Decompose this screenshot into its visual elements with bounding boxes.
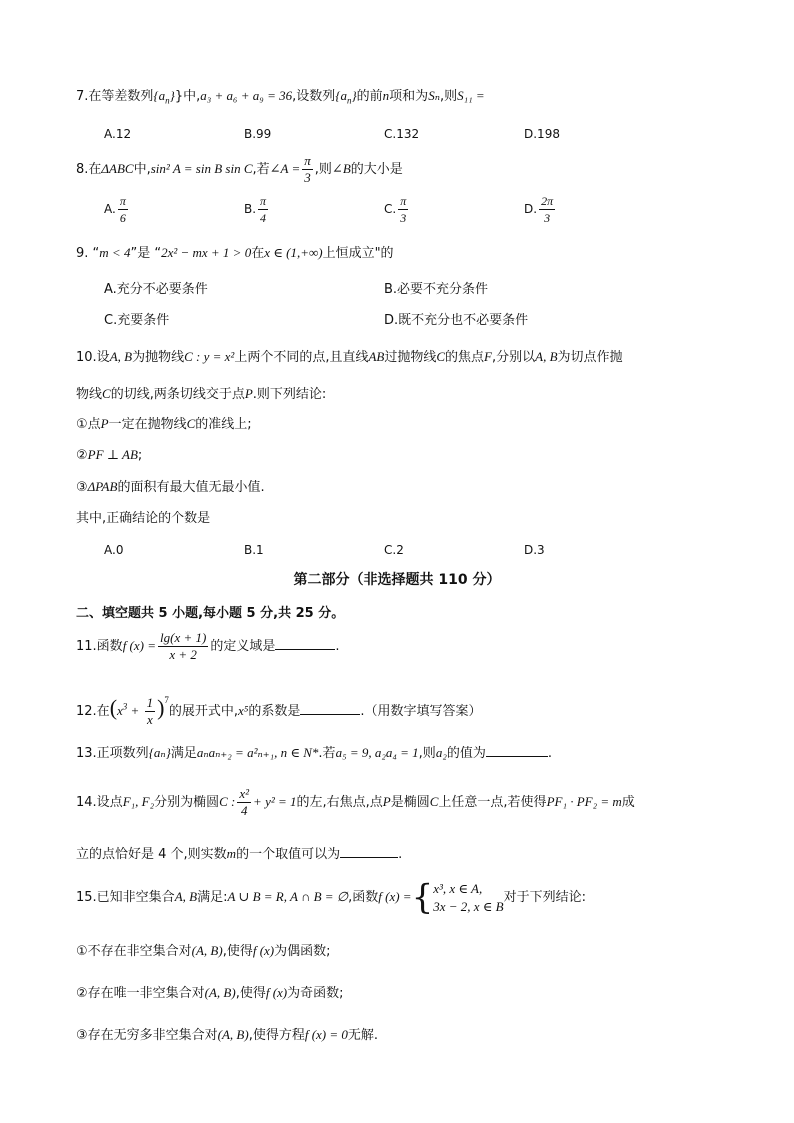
question-10-claim-1: ①点P一定在抛物线C的准线上; xyxy=(76,416,252,432)
question-10-line-2: 物线C的切线,两条切线交于点P.则下列结论: xyxy=(76,386,327,402)
q9-option-a: A.充分不必要条件 xyxy=(104,282,208,297)
question-7: 7.在等差数列$\{a_n\}$}中,a₃ + a₆ + a₉ = 36,设数列$\{a_n\}$的前n项和为Sₙ,则S₁₁ = xyxy=(76,88,485,106)
q8-option-b: B. $\frac{\pi}{4}$ xyxy=(244,194,267,225)
question-10-claim-3: ③ΔPAB的面积有最大值无最小值. xyxy=(76,479,265,495)
q10-option-d: D.3 xyxy=(524,543,545,557)
question-13: 13.正项数列{aₙ}满足aₙaₙ₊₂ = a²ₙ₊₁, n ∈ N*.若a₅ = 9, a₂a₄ = 1,则a₂的值为 . xyxy=(76,742,552,764)
question-10-claim-2: ②PF ⊥ AB; xyxy=(76,447,143,463)
question-15-claim-3: ③存在无穷多非空集合对(A, B),使得方程f (x) = 0无解. xyxy=(76,1027,379,1043)
q10-option-c: C.2 xyxy=(384,543,404,557)
question-8: 8.在ΔABC中,sin² A = sin B sin C,若∠A = $\frac{\pi}{3}$ ,则∠B的大小是 xyxy=(76,153,403,185)
question-15: 15.已知非空集合A, B满足:A ∪ B = R, A ∩ B = ∅,函数f (x) ={ x³, x ∈ A, 3x − 2, x ∈ B 对于下列结论: xyxy=(76,877,586,918)
q7-option-a: A.12 xyxy=(104,127,132,141)
part-2-heading: 第二部分（非选择题共 110 分） xyxy=(293,572,501,588)
question-14-line-1: 14.设点F₁, F₂分别为椭圆C : $\frac{\text{x²}}{4}$ + y² = 1的左,右焦点,点P是椭圆C上任意一点,若使得PF₁ · PF₂ = m成 xyxy=(76,786,635,818)
question-14-line-2: 立的点恰好是 4 个,则实数m的一个取值可以为 . xyxy=(76,843,402,865)
section-2-heading: 二、填空题共 5 小题,每小题 5 分,共 25 分。 xyxy=(76,606,345,621)
question-9: 9. “m < 4”是 “2x² − mx + 1 > 0在x ∈ (1,+∞)上恒成立"的 xyxy=(76,245,394,261)
q9-option-b: B.必要不充分条件 xyxy=(384,282,489,297)
q13-answer-blank[interactable] xyxy=(486,742,548,757)
q7-option-b: B.99 xyxy=(244,127,272,141)
question-15-claim-2: ②存在唯一非空集合对(A, B),使得f (x)为奇函数; xyxy=(76,985,344,1001)
q9-option-c: C.充要条件 xyxy=(104,313,170,328)
question-11: 11.函数f (x) = $\frac{\lg(x + 1)}{x + 2}$ 的定义域是 . xyxy=(76,630,340,662)
q10-option-a: A.0 xyxy=(104,543,124,557)
q8-option-d: D. $\frac{2\pi}{3}$ xyxy=(524,194,554,225)
q7-option-d: D.198 xyxy=(524,127,560,141)
question-12: 12.在($x^3$ + $\frac{1}{x}$ )$^7$的展开式中,x⁵的系数是 .（用数字填写答案） xyxy=(76,695,482,727)
q8-option-a: A. $\frac{\pi}{6}$ xyxy=(104,194,126,225)
q10-option-b: B.1 xyxy=(244,543,264,557)
q7-option-c: C.132 xyxy=(384,127,420,141)
question-10-line-1: 10.设A, B为抛物线C : y = x²上两个不同的点,且直线AB过抛物线C的焦点F,分别以A, B为切点作抛 xyxy=(76,349,623,365)
q12-answer-blank[interactable] xyxy=(300,700,360,715)
q8-option-c: C. $\frac{\pi}{3}$ xyxy=(384,194,407,225)
q11-answer-blank[interactable] xyxy=(275,635,335,650)
question-15-claim-1: ①不存在非空集合对(A, B),使得f (x)为偶函数; xyxy=(76,943,331,959)
question-10-ask: 其中,正确结论的个数是 xyxy=(76,511,211,526)
q9-option-d: D.既不充分也不必要条件 xyxy=(384,313,529,328)
q14-answer-blank[interactable] xyxy=(340,843,398,858)
